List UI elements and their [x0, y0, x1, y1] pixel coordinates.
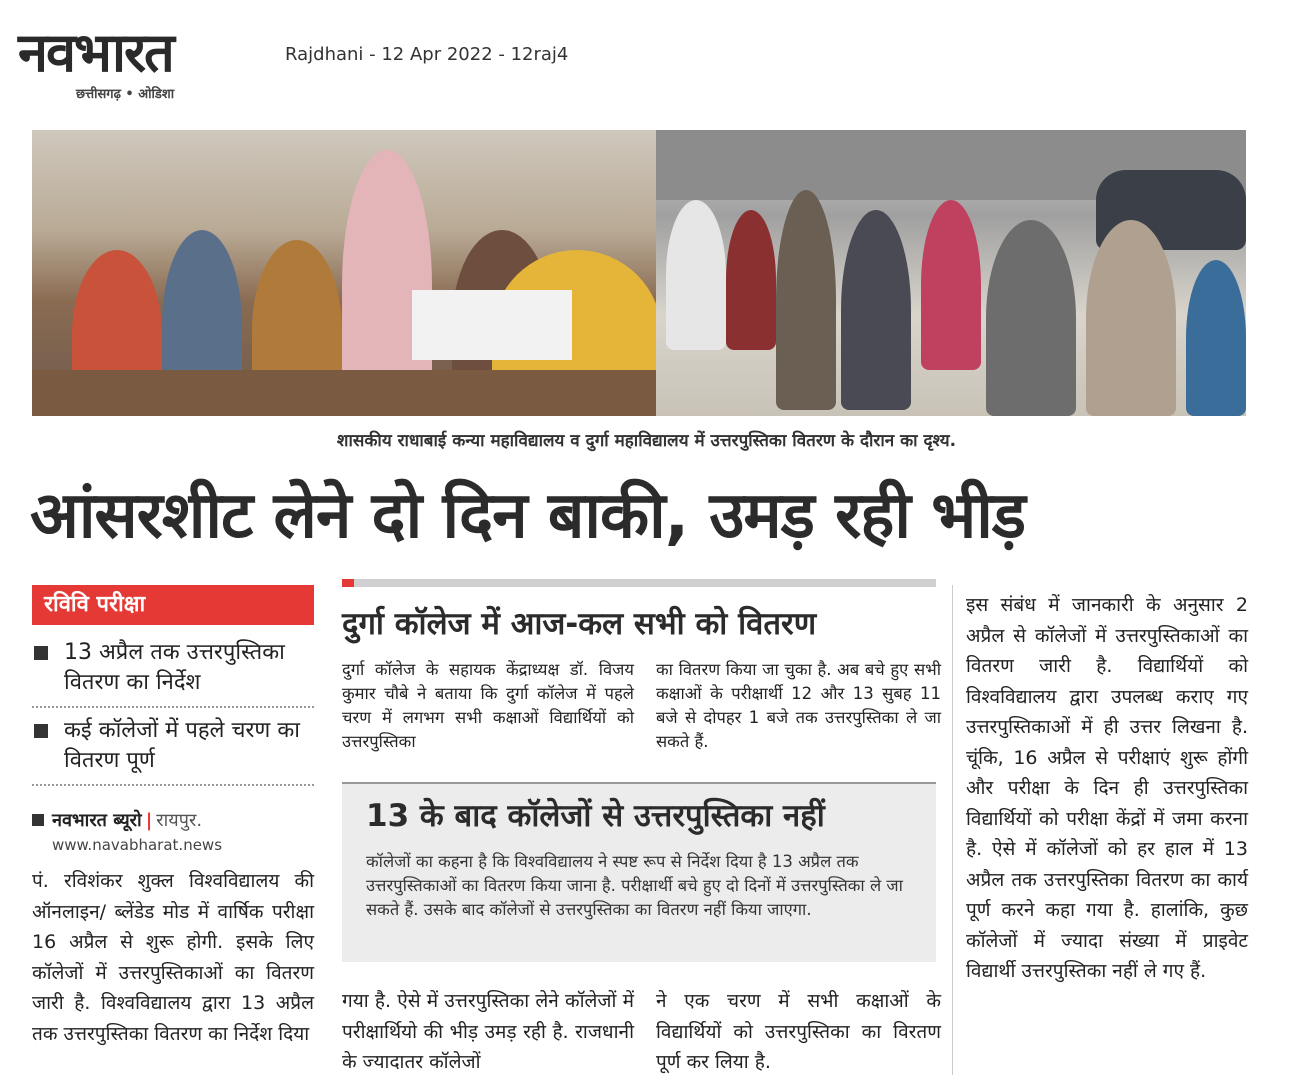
highlight-item	[32, 716, 314, 776]
highlight-item	[32, 638, 314, 698]
newspaper-logo: नवभारत	[18, 21, 173, 84]
section-bar	[342, 579, 936, 587]
website-link[interactable]: www.navabharat.news	[52, 836, 223, 854]
section-kicker: रविवि परीक्षा	[32, 585, 314, 625]
highlight-text: 13 अप्रैल तक उत्तरपुस्तिका वितरण का निर्देश	[64, 640, 285, 695]
dotted-divider	[32, 784, 314, 786]
article-column-2b: का वितरण किया जा चुका है. अब बचे हुए सभी कक्षाओं के परीक्षार्थी 12 और 13 सुबह 11 बजे से दोपहर 1 बजे तक उत्तरपुस्तिका ले जा सकते हैं.	[656, 660, 941, 751]
square-bullet-icon	[32, 814, 44, 826]
square-bullet-icon	[34, 646, 48, 660]
article-column-2c: गया है. ऐसे में उत्तरपुस्तिका लेने कॉलेजों में परीक्षार्थियो की भीड़ उमड़ रही है. राजधानी के ज्यादातर कॉलेजों	[342, 990, 634, 1073]
masthead-logo	[18, 21, 266, 104]
article-column-2d: ने एक चरण में सभी कक्षाओं के विद्यार्थियों को उत्तरपुस्तिका का विरतण पूर्ण कर लिया है.	[656, 990, 941, 1073]
byline	[32, 808, 202, 832]
article-column-1: पं. रविशंकर शुक्ल विश्वविद्यालय की ऑनलाइन/ ब्लेंडेड मोड में वार्षिक परीक्षा 16 अप्रैल से शुरू होगी. इसके लिए कॉलेजों में उत्तरपुस्तिकाओं का वितरण जारी है. विश्वविद्यालय द्वारा 13 अप्रैल तक उत्तरपुस्तिका वितरण का निर्देश दिया	[32, 870, 314, 1045]
highlight-text: कई कॉलेजों में पहले चरण का वितरण पूर्ण	[64, 718, 300, 773]
edition-line: Rajdhani - 12 Apr 2022 - 12raj4	[285, 44, 569, 65]
main-headline: आंसरशीट लेने दो दिन बाकी, उमड़ रही भीड़	[30, 479, 1026, 553]
column-divider	[952, 585, 953, 1075]
info-box-title: 13 के बाद कॉलेजों से उत्तरपुस्तिका नहीं	[366, 798, 825, 834]
byline-city: रायपुर.	[156, 810, 203, 831]
section-bar-accent	[342, 579, 354, 587]
dotted-divider	[32, 706, 314, 708]
info-box-text: कॉलेजों का कहना है कि विश्वविद्यालय ने स्पष्ट रूप से निर्देश दिया है 13 अप्रैल तक उत्तरपुस्तिकाओं का वितरण किया जाना है. परीक्षार्थी बचे हुए दो दिनों में उत्तरपुस्तिका ले जा सकते हैं. उसके बाद कॉलेजों से उत्तरपुस्तिका का वितरण नहीं किया जाएगा.	[366, 852, 903, 919]
article-column-2a: दुर्गा कॉलेज के सहायक केंद्राध्यक्ष डॉ. विजय कुमार चौबे ने बताया कि दुर्गा कॉलेज में पहले चरण में लगभग सभी कक्षाओं विद्यार्थियों को उत्तरपुस्तिका	[342, 660, 634, 751]
subheading-durga-college: दुर्गा कॉलेज में आज-कल सभी को वितरण	[342, 606, 817, 642]
article-column-3: इस संबंध में जानकारी के अनुसार 2 अप्रैल से कॉलेजों में उत्तरपुस्तिकाओं का वितरण जारी है. विद्यार्थियों को विश्वविद्यालय द्वारा उपलब्ध कराए गए उत्तरपुस्तिकाओं में ही उत्तर लिखना है. चूंकि, 16 अप्रैल से परीक्षाएं शुरू होंगी और परीक्षा के दिन ही उत्तरपुस्तिका विद्यार्थियों को परीक्षा केंद्रों में जमा करना है. ऐसे में कॉलेजों को हर हाल में 13 अप्रैल तक उत्तरपुस्तिका वितरण का कार्य पूर्ण करने कहा गया है. हालांकि, कुछ कॉलेजों में ज्यादा संख्या में प्राइवेट विद्यार्थी उत्तरपुस्तिका नहीं ले गए हैं.	[966, 594, 1248, 982]
photo-caption: शासकीय राधाबाई कन्या महाविद्यालय व दुर्गा महाविद्यालय में उत्तरपुस्तिका वितरण के दौरान का दृश्य.	[336, 431, 957, 451]
classroom-distribution-photo	[32, 130, 656, 416]
byline-separator: |	[145, 810, 153, 831]
square-bullet-icon	[34, 724, 48, 738]
college-queue-photo	[656, 130, 1246, 416]
logo-subtitle: छत्तीसगढ़ • ओडिशा	[76, 87, 175, 102]
byline-name: नवभारत ब्यूरो	[52, 810, 142, 831]
